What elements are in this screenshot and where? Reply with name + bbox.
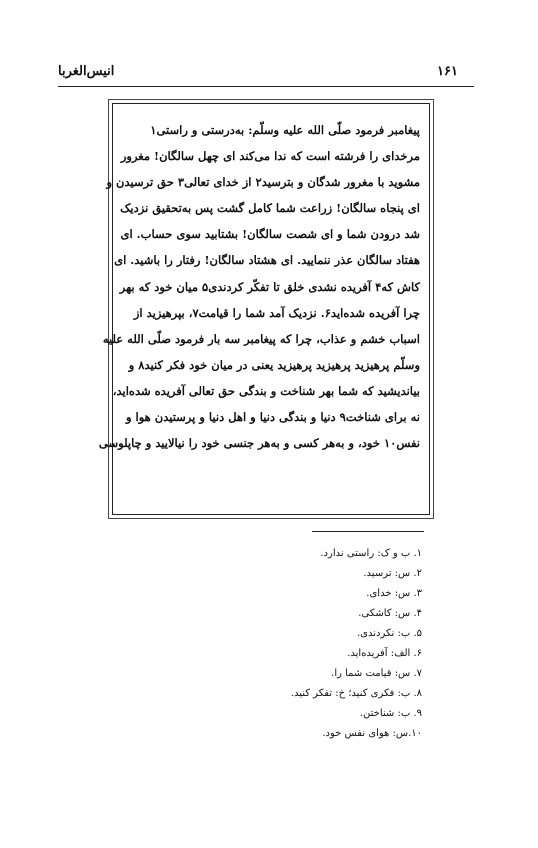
text-line: نفس۱۰ خود، و به‌هر کسی و به‌هر جنسی خود را نیالایید و چاپلوسی	[98, 436, 420, 451]
main-text	[98, 117, 420, 456]
text-line: نه برای شناخت۹ دنیا و بندگی دنیا و اهل دنیا و پرستیدن هوا و	[125, 410, 420, 425]
footnote: ۸. ب: فکری کنید؛ خ: تفکر کنید.	[290, 688, 422, 699]
footnote: ۵. ب: نکردندی.	[356, 628, 422, 639]
text-line: پیغامبر فرمود صلّی الله علیه وسلّم: به‌درستی و راستی۱	[150, 123, 420, 137]
text-line: هفتاد سالگان عذر ننمایید. ای هشتاد سالگان! رفتار را باشید. ای	[114, 253, 420, 268]
footnote: ۶. الف: آفریده‌اید.	[347, 648, 422, 659]
footnote: ۲. س: ترسید.	[363, 568, 422, 579]
footnote: ۴. س: کاشکی.	[358, 608, 422, 619]
text-line: اسباب خشم و عذاب، چرا که پیغامبر سه بار فرمود صلّی الله علیه	[102, 331, 420, 346]
footnote: ۱۰.س: هوای نفس خود.	[322, 728, 422, 739]
footnote: ۷. س: قیامت شما را.	[331, 668, 422, 679]
page-number: ۱۶۱	[437, 64, 458, 79]
footnotes	[200, 544, 422, 744]
footnote: ۹. ب: شناختن.	[359, 708, 422, 719]
header-rule	[58, 86, 474, 87]
text-line: بیاندیشید که شما بهر شناخت و بندگی حق تعالی آفریده شده‌اید،	[112, 383, 420, 398]
text-line: وسلّم پرهیزید پرهیزید پرهیزید یعنی در میان خود فکر کنید۸ و	[128, 357, 420, 372]
text-line: مشوید با مغرور شدگان و بترسید۲ از خدای تعالی۳ حق ترسیدن و	[106, 175, 420, 190]
footnote: ۳. س: خدای.	[366, 588, 422, 599]
text-line: کاش که۴ آفریده نشدی خلق تا تفکّر کردندی۵ میان خود که بهر	[119, 279, 420, 294]
footnote-rule	[312, 531, 424, 532]
text-line: مرخدای را فرشته است که ندا می‌کند ای چهل سالگان! مغرور	[120, 149, 420, 164]
footnote: ۱. ب و ک: راستی ندارد.	[320, 548, 422, 559]
text-line: چرا آفریده شده‌اید۶. نزدیک آمد شما را قیامت۷، بپرهیزید از	[133, 305, 420, 320]
text-line: ای پنجاه سالگان! زراعت شما کامل گشت پس به‌تحقیق نزدیک	[120, 201, 420, 216]
running-head	[58, 58, 458, 86]
book-title: انیس‌الغربا	[58, 64, 115, 79]
text-line: شد درودن شما و ای شصت سالگان! بشتابید سوی حساب. ای	[120, 227, 420, 242]
